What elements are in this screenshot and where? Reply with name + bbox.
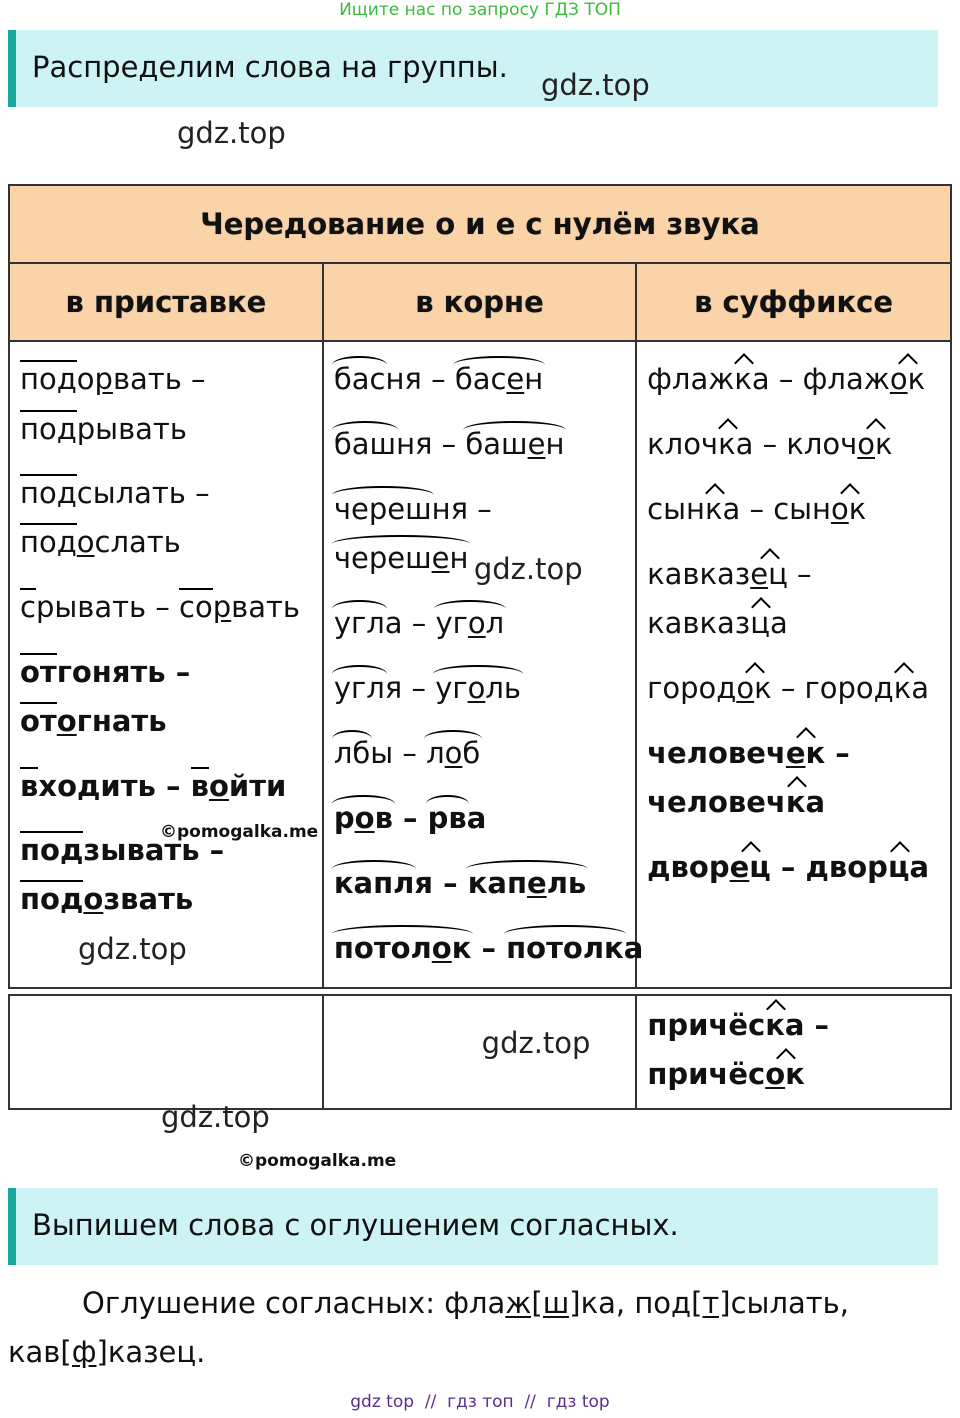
watermark: gdz.top — [161, 1100, 270, 1134]
cell-empty — [323, 995, 637, 1109]
word-pair: дворец – дворца — [647, 850, 930, 884]
word-pair: угля – уголь — [333, 671, 521, 705]
word-pair: подсылать – — [20, 476, 210, 510]
word-pair: человечек – — [647, 736, 850, 770]
col-header-root: в корне — [323, 263, 636, 341]
word-pair: подозвать — [20, 882, 194, 916]
word-pair: кавказец – — [647, 557, 812, 591]
col-header-suffix: в суффиксе — [636, 263, 951, 341]
word-pair: подорвать – — [20, 362, 206, 396]
callout-text: Распределим слова на группы. — [32, 50, 508, 84]
word-pair: причёсок — [647, 1057, 805, 1091]
paragraph-line-2: кав[ф]казец. — [8, 1335, 206, 1369]
cell-suffix — [636, 341, 951, 988]
word-pair: клочка – клочок — [647, 427, 893, 461]
watermark: gdz.top — [541, 68, 650, 102]
paragraph-line-1: Оглушение согласных: флаж[ш]ка, под[т]сылать, — [82, 1286, 849, 1320]
watermark: gdz.top — [473, 552, 583, 586]
word-pair: лбы – лоб — [333, 736, 481, 770]
word-pair: флажка – флажок — [647, 362, 926, 396]
copyright: ©pomogalka.me — [160, 822, 319, 842]
bottom-links[interactable]: gdz top // гдз топ // гдз top — [350, 1392, 610, 1412]
extra-table — [8, 994, 952, 1110]
word-pair: подзывать – — [20, 833, 225, 867]
word-pair: подослать — [20, 525, 181, 559]
word-pair: входить – войти — [20, 769, 287, 803]
word-pair: срывать – сорвать — [20, 590, 301, 624]
word-pair: угла – угол — [333, 606, 505, 640]
callout-text: Выпишем слова с оглушением согласных. — [32, 1208, 679, 1242]
word-pair: черешня – — [333, 492, 492, 526]
word-pair: потолок – потолка — [333, 931, 644, 965]
word-pair: капля – капель — [333, 866, 587, 900]
word-pair: башня – башен — [333, 427, 565, 461]
copyright: ©pomogalka.me — [238, 1151, 397, 1171]
word-pair: кавказца — [647, 606, 788, 640]
watermark: gdz.top — [78, 932, 187, 966]
table-title: Чередование о и е с нулём звука — [9, 185, 951, 263]
cell-suffix-extra — [636, 995, 951, 1109]
watermark: gdz.top — [177, 116, 286, 150]
cell-prefix — [9, 341, 323, 988]
watermark: gdz.top — [481, 1026, 591, 1060]
cell-root — [323, 341, 644, 988]
word-pair: отогнать — [20, 704, 167, 738]
callout-devoicing — [8, 1188, 938, 1265]
word-pair: черешен — [333, 541, 469, 575]
callout-distribute — [8, 30, 938, 107]
word-pair: отгонять – — [20, 655, 191, 689]
cell-empty — [9, 995, 323, 1109]
word-pair: городок – городка — [647, 671, 930, 705]
col-header-prefix: в приставке — [9, 263, 323, 341]
top-banner: Ищите нас по запросу ГДЗ ТОП — [339, 0, 621, 20]
word-pair: человечка — [647, 785, 826, 819]
alternation-table — [8, 184, 952, 989]
word-pair: басня – басен — [333, 362, 544, 396]
word-pair: ров – рва — [333, 801, 487, 835]
word-pair: причёска – — [647, 1008, 830, 1042]
word-pair: сынка – сынок — [647, 492, 867, 526]
word-pair: подрывать — [20, 412, 187, 446]
